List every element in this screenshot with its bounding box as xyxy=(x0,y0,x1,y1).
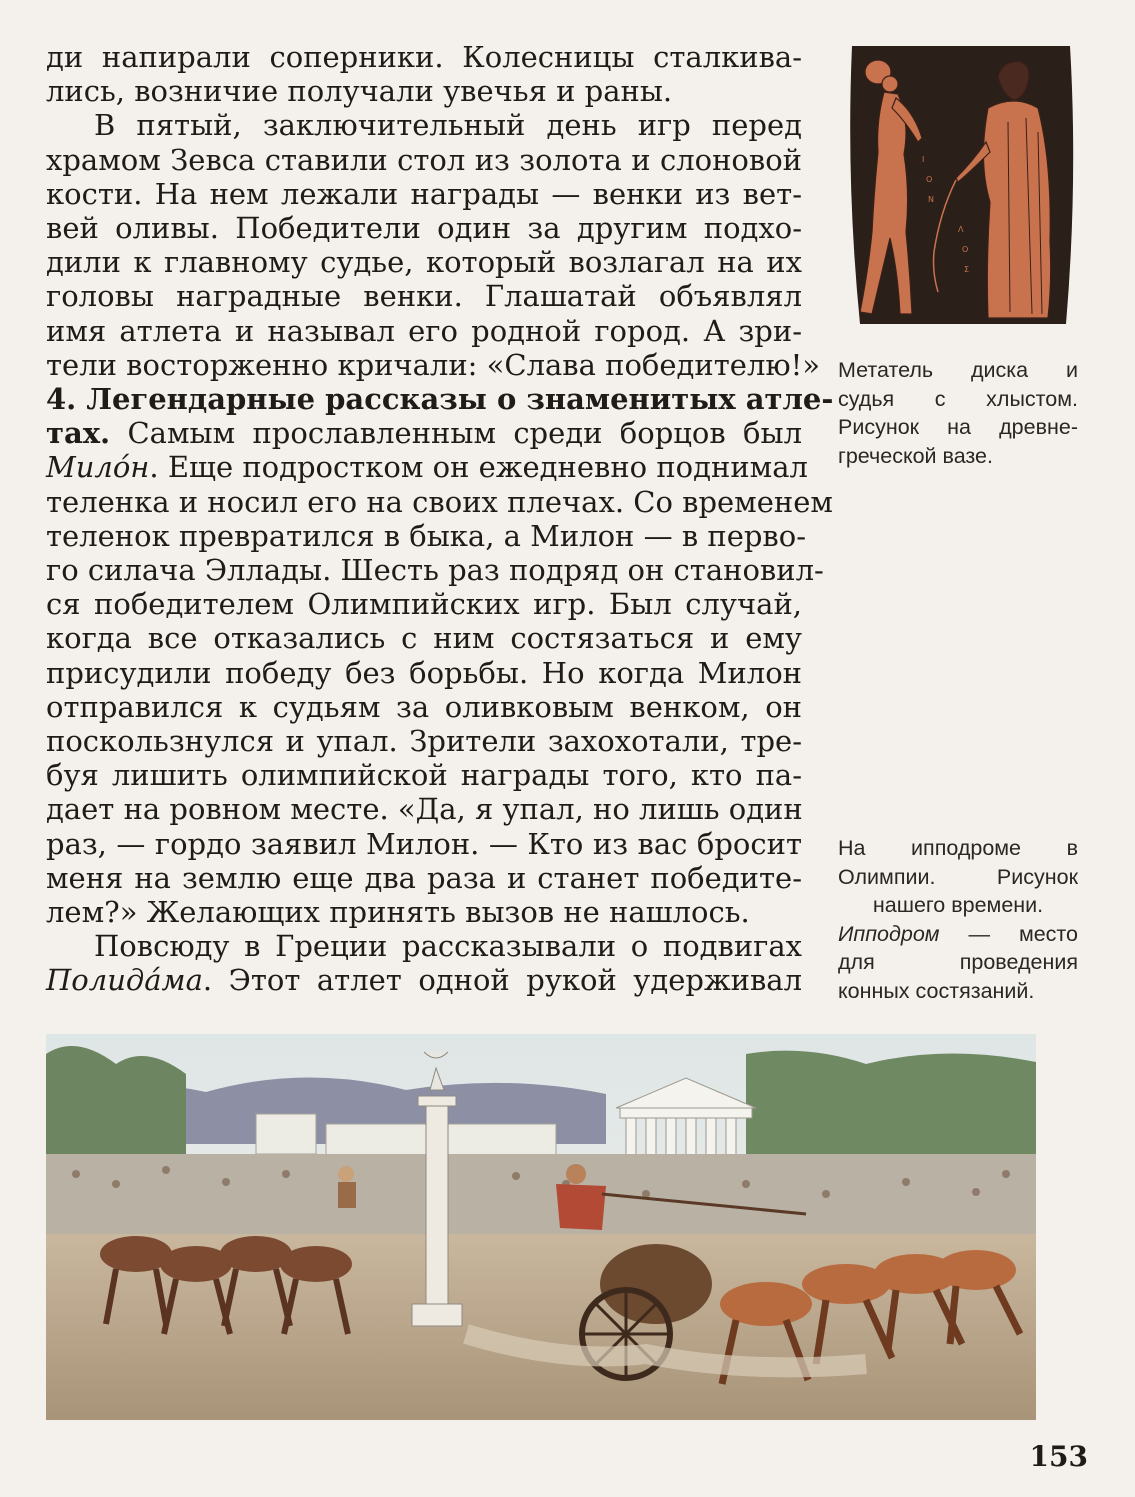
caption-line: для проведения xyxy=(838,950,1078,974)
svg-text:Ι: Ι xyxy=(922,155,925,164)
caption-line: Рисунок на древне- xyxy=(838,415,1078,439)
caption-line: Олимпии. Рисунок xyxy=(838,864,1078,889)
main-text xyxy=(46,40,834,998)
caption-line: Метатель диска и xyxy=(838,358,1078,382)
section-heading-end: тах. xyxy=(46,416,111,451)
svg-text:Ο: Ο xyxy=(962,245,969,254)
text-fragment: . Еще подростком он ежедневно поднимал xyxy=(149,450,808,485)
hippodrome-painting xyxy=(46,1034,1036,1420)
text-line: лись, возничие получали увечья и раны. xyxy=(46,74,673,109)
text-line: тели восторженно кричали: «Слава победителю!» xyxy=(46,347,821,382)
caption-line: греческой вазе. xyxy=(838,443,993,468)
caption-fragment: — место xyxy=(939,921,1078,946)
text-line: В пятый, заключительный день игр перед xyxy=(94,108,802,143)
caption-line: На ипподроме в xyxy=(838,836,1078,860)
text-line: поскользнулся и упал. Зрители захохотали, тре- xyxy=(46,724,802,759)
text-line xyxy=(46,450,808,485)
name-milon: Милóн xyxy=(46,450,150,485)
text-line: лем?» Желающих принять вызов не нашлось. xyxy=(46,895,750,930)
caption-line: нашего времени. xyxy=(872,893,1044,917)
text-line xyxy=(46,963,802,997)
text-line: ди напирали соперники. Колесницы сталкива- xyxy=(46,40,802,74)
text-line: присудили победу без борьбы. Но когда Милон xyxy=(46,655,802,690)
text-line: кости. На нем лежали награды — венки из вет- xyxy=(46,176,802,211)
section-heading: 4. Легендарные рассказы о знаменитых атле- xyxy=(46,382,834,417)
caption-line: судья с хлыстом. xyxy=(838,386,1078,411)
caption-line xyxy=(838,920,1078,949)
name-polidam: Полидáма xyxy=(46,963,203,998)
text-line: теленок превратился в быка, а Милон — в перво- xyxy=(46,518,807,553)
text-line: дает на ровном месте. «Да, я упал, но лишь один xyxy=(46,792,803,827)
text-fragment: . Этот атлет одной рукой удерживал xyxy=(202,963,802,998)
caption-hippodrome xyxy=(838,834,1078,1005)
text-line: имя атлета и называл его родной город. А зри- xyxy=(46,313,802,348)
text-line: храмом Зевса ставили стол из золота и слоновой xyxy=(46,142,802,177)
text-line: теленка и носил его на своих плечах. Со временем xyxy=(46,484,833,519)
text-line: отправился к судьям за оливковым венком, он xyxy=(46,689,802,724)
text-line: Повсюду в Греции рассказывали о подвигах xyxy=(94,929,802,964)
text-line: когда все отказались с ним состязаться и ему xyxy=(46,621,802,656)
svg-text:Ν: Ν xyxy=(928,195,934,204)
text-line: раз, — гордо заявил Милон. — Кто из вас бросит xyxy=(46,826,802,861)
text-line: го силача Эллады. Шесть раз подряд он становил- xyxy=(46,553,824,588)
text-fragment: Самым прославленным среди борцов был xyxy=(127,416,803,451)
text-line: вей оливы. Победители один за другим подхо- xyxy=(46,211,802,246)
term-hippodrome: Ипподром xyxy=(838,921,940,946)
vase-illustration xyxy=(838,42,1080,332)
caption-line: конных состязаний. xyxy=(838,978,1035,1003)
page-number: 153 xyxy=(1029,1440,1088,1473)
text-line xyxy=(46,416,802,450)
svg-text:Λ: Λ xyxy=(958,225,964,234)
text-line: ся победителем Олимпийских игр. Был случай, xyxy=(46,587,802,622)
svg-text:Ο: Ο xyxy=(926,175,933,184)
text-line: головы наградные венки. Глашатай объявлял xyxy=(46,279,802,314)
text-line: меня на землю еще два раза и станет победите- xyxy=(46,860,802,895)
text-line: буя лишить олимпийской награды того, кто па- xyxy=(46,758,802,793)
svg-text:Σ: Σ xyxy=(964,265,970,274)
caption-vase xyxy=(838,356,1078,470)
text-line: дили к главному судье, который возлагал на их xyxy=(46,245,802,280)
